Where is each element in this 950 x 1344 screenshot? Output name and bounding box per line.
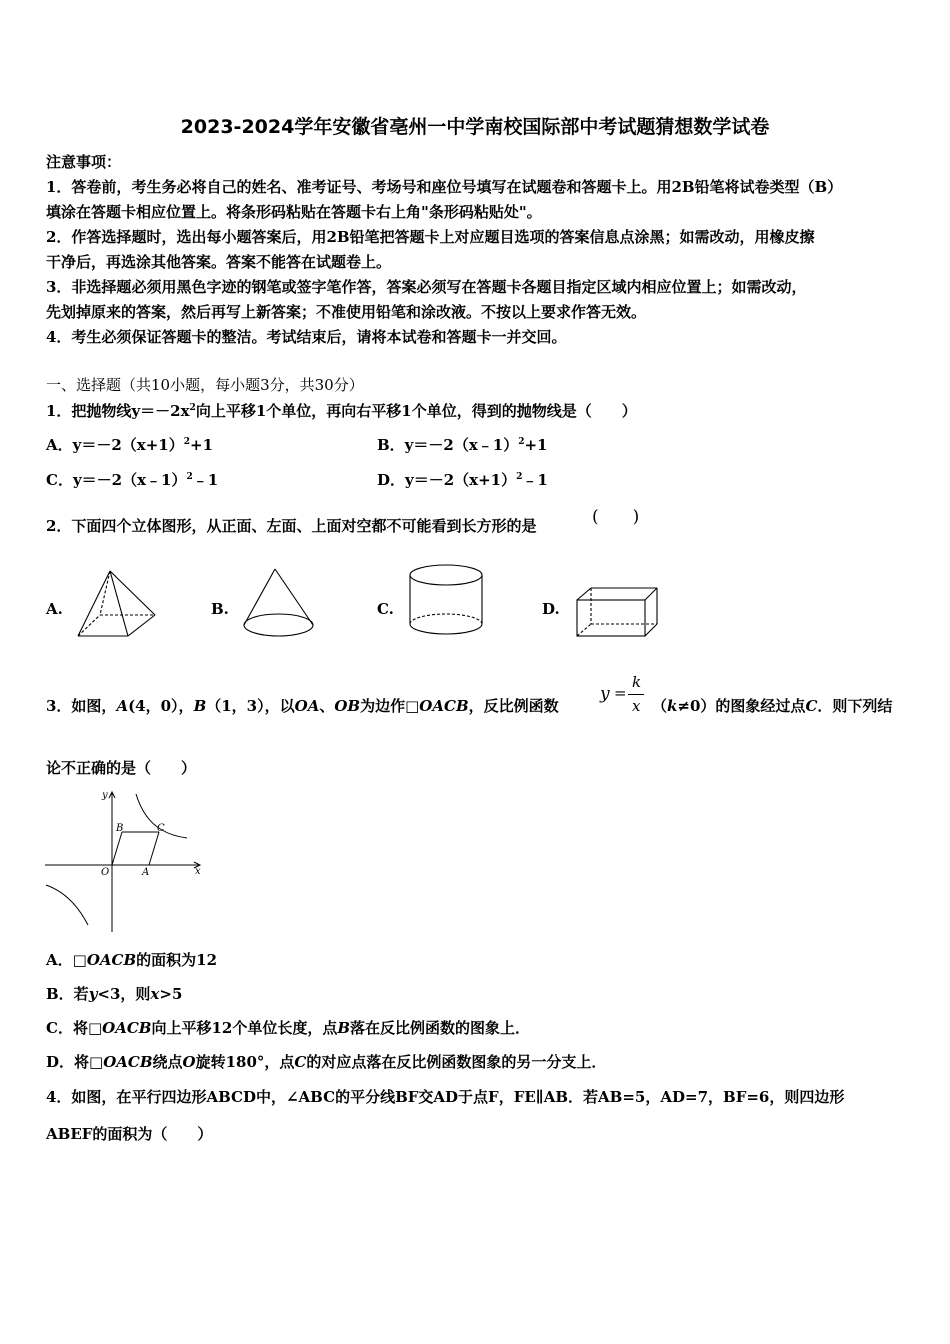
graph-label-a: A [142,867,150,878]
pyramid-figure [70,565,165,643]
q1-option-b: B．y＝－2（x﹣1）$^2$+1 [377,436,548,454]
cuboid-figure [573,585,663,641]
q3-fraction-k: k [632,673,642,691]
q1-option-c: C．y＝－2（x﹣1）$^2$﹣1 [46,471,219,489]
notice-line-2b: 干净后，再选涂其他答案。答案不能答在试题卷上。 [46,253,392,271]
q4-stem-line2: ABEF的面积为（ ） [46,1125,213,1143]
notice-line-1b: 填涂在答题卡相应位置上。将条形码粘贴在答题卡右上角"条形码粘贴处"。 [46,203,542,221]
graph-label-b: B [116,823,124,834]
q3-option-a: A．□OACB的面积为12 [46,951,218,969]
q2-option-a-label: A. [46,600,63,618]
q3-coordinate-graph [40,786,210,936]
q3-stem-part2: （k≠0）的图象经过点C．则下列结 [652,697,893,715]
page-title: 2023-2024学年安徽省亳州一中学南校国际部中考试题猜想数学试卷 [180,116,770,138]
graph-label-c: C [157,823,165,834]
q4-stem-line1: 4．如图，在平行四边形ABCD中，∠ABC的平分线BF交AD于点F，FE∥AB．若AB=5，AD=7，BF=6，则四边形 [46,1088,845,1106]
q3-stem-line2: 论不正确的是（ ） [46,759,197,777]
notice-line-1a: 1．答卷前，考生务必将自己的姓名、准考证号、考场号和座位号填写在试题卷和答题卡上。用2B铅笔将试卷类型（B） [46,178,843,196]
q3-fraction-bar [628,694,644,695]
q2-stem: 2．下面四个立体图形，从正面、左面、上面对空都不可能看到长方形的是 [46,517,537,535]
cylinder-figure [405,560,495,642]
q3-fraction-y: y [600,684,610,704]
notice-line-4: 4．考生必须保证答题卡的整洁。考试结束后，请将本试卷和答题卡一并交回。 [46,328,567,346]
q3-option-b: B．若y<3，则x>5 [46,985,183,1003]
notice-heading: 注意事项： [46,153,122,171]
q2-option-b-label: B. [211,600,229,618]
q3-option-d: D．将□OACB绕点O旋转180°，点C的对应点落在反比例函数图象的另一分支上． [46,1053,607,1071]
graph-label-y: y [102,790,108,801]
q2-option-d-label: D. [542,600,560,618]
q2-answer-paren: ( ) [592,507,640,527]
q3-fraction-x: x [632,697,641,715]
q1-option-d: D．$y=-2(x+1)^2﹣1$ [377,471,548,489]
graph-label-o: O [101,867,110,878]
q3-fraction-eq: = [614,684,627,702]
q1-stem: 1．把抛物线$y=-2x^2$向上平移1个单位，再向右平移1个单位，得到的抛物线是（ ） [46,402,637,420]
q3-option-c: C．将□OACB向上平移12个单位长度，点B落在反比例函数的图象上． [46,1019,531,1037]
q3-stem-part1: 3．如图，A(4，0），B（1，3），以OA、OB为边作□OACB，反比例函数 [46,697,559,715]
notice-line-3b: 先划掉原来的答案，然后再写上新答案；不准使用铅笔和涂改液。不按以上要求作答无效。 [46,303,647,321]
q1-option-a: A．$y=-2(x+1)^2+1$ [46,436,214,454]
graph-label-x: x [195,866,201,877]
section-heading: 一、选择题（共10小题，每小题3分，共30分） [46,376,364,394]
q2-option-c-label: C. [377,600,394,618]
notice-line-3a: 3．非选择题必须用黑色字迹的钢笔或签字笔作答，答案必须写在答题卡各题目指定区域内相应位置上；如需改动， [46,278,807,296]
notice-line-2a: 2．作答选择题时，选出每小题答案后，用2B铅笔把答题卡上对应题目选项的答案信息点涂黑；如需改动，用橡皮擦 [46,228,815,246]
cone-figure [238,565,323,643]
